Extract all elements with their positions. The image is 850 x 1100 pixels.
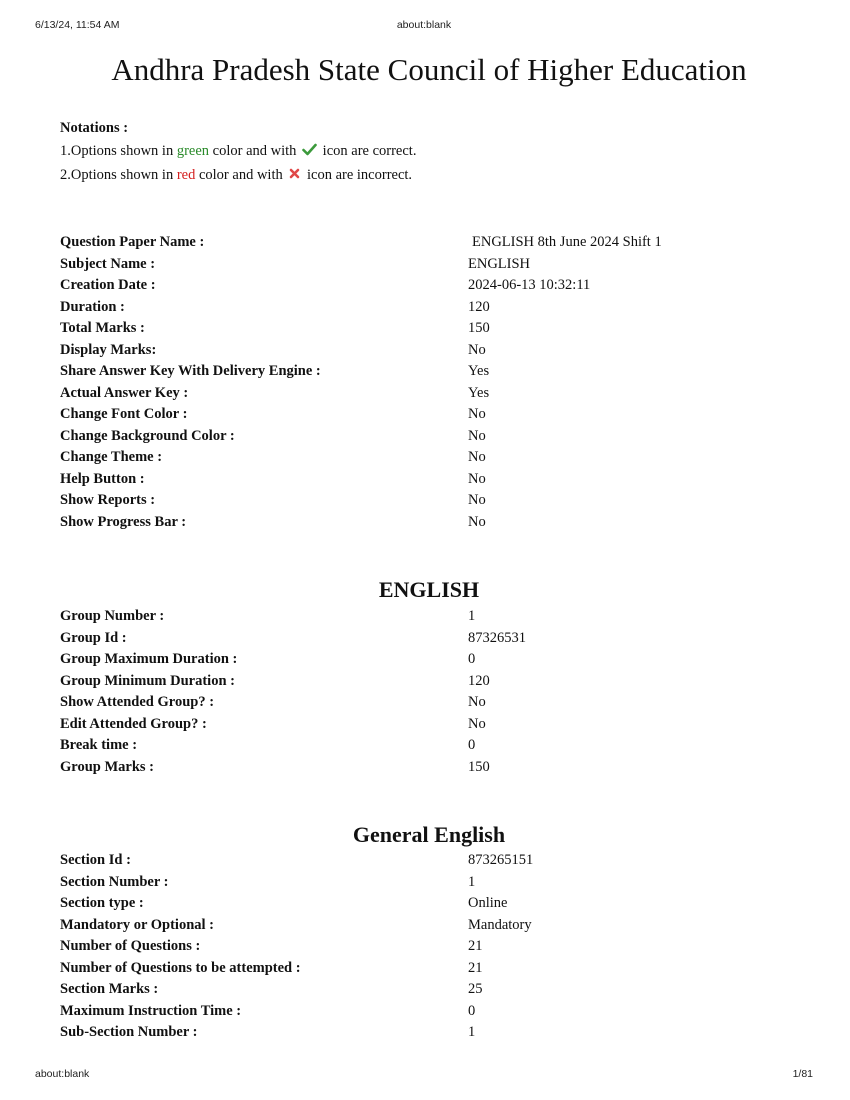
info-row [60,692,760,714]
info-label: Show Progress Bar : [60,513,187,530]
notation-incorrect-prefix: 2.Options shown in [60,167,177,183]
info-label: Change Font Color : [60,406,188,422]
info-label: Actual Answer Key : [60,384,189,401]
info-row [60,979,760,1001]
info-value: 25 [468,981,483,997]
info-label: Group Minimum Duration : [60,672,235,689]
info-label: Question Paper Name : [60,234,205,250]
info-value: 1 [468,1024,476,1040]
info-label: Group Marks : [60,758,154,775]
info-label: Mandatory or Optional : [60,916,214,933]
footer-url: about:blank [35,1068,90,1080]
cross-icon [288,165,301,188]
info-value: 21 [468,938,483,954]
info-label: Section Marks : [60,981,159,997]
info-row [60,512,760,534]
info-label: Help Button : [60,470,145,487]
info-label: Duration : [60,298,125,315]
info-value: Mandatory [468,916,532,933]
print-datetime: 6/13/24, 11:54 AM [35,19,120,31]
info-value: 2024-06-13 10:32:11 [468,277,591,293]
info-value: Yes [468,384,490,401]
info-row [60,958,760,980]
notation-correct-middle: color and with [209,143,301,159]
info-row [60,671,760,693]
info-row [60,361,760,383]
info-row [60,757,760,779]
info-label: Show Attended Group? : [60,694,215,710]
info-row [60,275,760,297]
section-heading: General English [352,822,506,847]
info-value: No [468,694,486,710]
info-value: Yes [468,363,490,379]
info-row [60,254,760,276]
info-label: Subject Name : [60,255,156,272]
info-row [60,297,760,319]
info-label: Group Number : [60,608,165,624]
info-value: Online [468,895,508,911]
info-row [60,1001,760,1023]
info-value: 87326531 [468,629,526,646]
info-row [60,469,760,491]
info-label: Section Number : [60,873,169,890]
info-label: Edit Attended Group? : [60,715,207,732]
info-value: No [468,341,486,358]
info-value: 120 [468,672,490,689]
info-row [60,1022,760,1044]
info-label: Section Id : [60,852,131,868]
info-row [60,735,760,757]
info-row [60,850,760,872]
section-info-table [60,850,760,1044]
group-info-table [60,606,760,778]
info-value: ENGLISH [468,255,531,272]
info-row [60,649,760,671]
info-row [60,915,760,937]
info-label: Share Answer Key With Delivery Engine : [60,363,321,379]
info-label: Maximum Instruction Time : [60,1002,242,1019]
paper-info-table [60,232,760,533]
info-value: No [468,449,486,465]
info-row [60,383,760,405]
info-label: Total Marks : [60,320,145,336]
page-number: 1/81 [792,1068,813,1080]
info-row [60,340,760,362]
info-value: 1 [468,873,476,890]
notation-correct-color-word: green [176,143,210,159]
notation-correct-prefix: 1.Options shown in [60,143,177,159]
info-label: Display Marks: [60,341,157,358]
check-icon [302,141,317,164]
info-value: No [468,427,486,444]
notation-incorrect-color-word: red [176,167,196,183]
info-value: No [468,513,486,530]
info-value: 120 [468,298,490,315]
info-value: 150 [468,320,490,336]
info-row [60,447,760,469]
info-value: 21 [468,959,483,976]
group-heading: ENGLISH [378,577,480,602]
info-row [60,606,760,628]
info-row [60,936,760,958]
info-row [60,404,760,426]
info-value: 150 [468,758,490,775]
info-label: Break time : [60,737,138,753]
notation-incorrect-middle: color and with [195,167,287,183]
print-footer [35,1068,813,1082]
info-label: Group Id : [60,629,127,646]
info-label: Group Maximum Duration : [60,651,238,667]
notation-correct [60,140,416,164]
info-value: 0 [468,1002,476,1019]
info-row [60,872,760,894]
info-value: 873265151 [468,852,534,868]
notation-incorrect [60,164,416,188]
info-row [60,628,760,650]
info-row [60,893,760,915]
info-value: No [468,470,486,487]
print-url: about:blank [396,19,452,31]
info-value: 0 [468,737,476,753]
info-label: Change Theme : [60,449,163,465]
info-row [60,490,760,512]
print-header [35,19,813,33]
info-row [60,232,760,254]
info-label: Number of Questions to be attempted : [60,959,301,976]
info-value: ENGLISH 8th June 2024 Shift 1 [472,234,662,250]
notations-title: Notations : [60,120,129,136]
notations [60,117,416,188]
page-title: Andhra Pradesh State Council of Higher Education [111,52,747,87]
info-value: No [468,492,486,508]
info-value: 0 [468,651,476,667]
info-label: Number of Questions : [60,938,201,954]
info-row [60,318,760,340]
info-value: No [468,715,486,732]
info-value: No [468,406,486,422]
info-row [60,426,760,448]
info-value: 1 [468,608,476,624]
info-label: Change Background Color : [60,427,235,444]
info-label: Section type : [60,895,144,911]
notation-correct-suffix: icon are correct. [319,143,417,159]
notation-incorrect-suffix: icon are incorrect. [303,167,413,183]
info-label: Creation Date : [60,277,156,293]
info-row [60,714,760,736]
info-label: Show Reports : [60,492,156,508]
info-label: Sub-Section Number : [60,1024,198,1040]
